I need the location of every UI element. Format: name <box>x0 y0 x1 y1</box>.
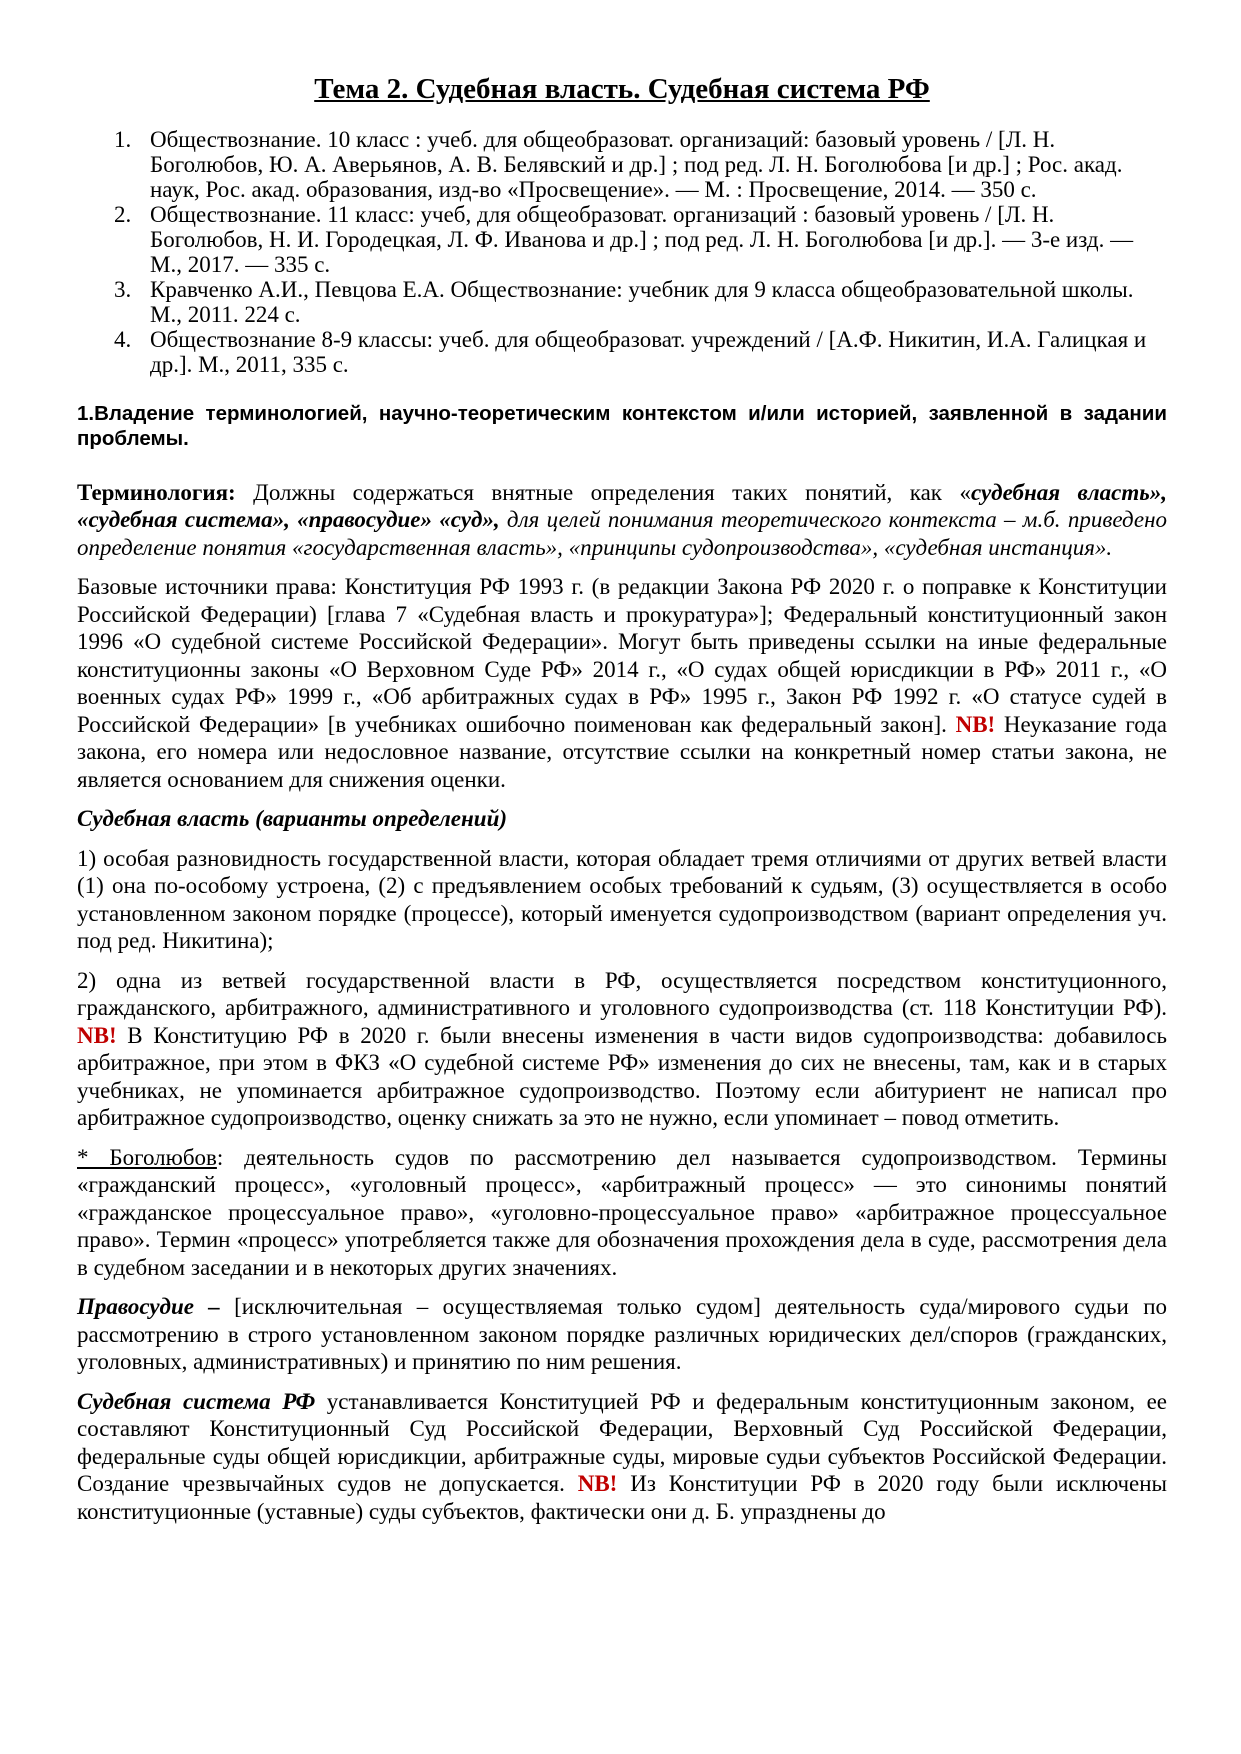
list-item-text: Кравченко А.И., Певцова Е.А. Обществознание: учебник для 9 класса общеобразовательной школы. М., 2011. 224 с. <box>150 276 1134 327</box>
list-item <box>77 202 1167 277</box>
section-heading: 1.Владение терминологией, научно-теоретическим контекстом и/или историей, заявленной в задании проблемы. <box>77 401 1167 450</box>
bogolyubov-paragraph <box>77 1144 1167 1282</box>
list-number: 4. <box>114 326 132 352</box>
nb-mark: NB! <box>955 711 996 737</box>
reference-list <box>77 127 1167 377</box>
list-item <box>77 127 1167 202</box>
list-number: 2. <box>114 201 132 227</box>
justice-label: Правосудие – <box>77 1294 220 1320</box>
subsection-heading: Судебная власть (варианты определений) <box>77 806 508 832</box>
nb-mark: NB! <box>577 1471 618 1497</box>
definition-2-text-2: В Конституцию РФ в 2020 г. были внесены изменения в части видов судопроизводства: добавилось арбитражное, при этом в ФКЗ «О судебной системе РФ» изменения до сих не внесены, там, как и в старых учебниках, не упоминается арбитражное судопроизводство. Поэтому если абитуриент не написал про арбитражное судопроизводство, оценку снижать за это не нужно, если упоминает – повод отметить. <box>77 1022 1167 1131</box>
terminology-terms: судебная власть», «судебная система», «правосудие» «суд», <box>77 479 1167 533</box>
judicial-system-text-2: Из Конституции РФ в 2020 году были исключены конституционные (уставные) суды субъектов, фактически они д. Б. упразднены до <box>77 1471 1167 1524</box>
sources-text: Базовые источники права: Конституция РФ 1993 г. (в редакции Закона РФ 2020 г. о поправке к Конституции Российской Федерации) [глава 7 «Судебная власть и прокуратура»]; Федеральный конституционный закон 1996 «О судебной системе Российской Федерации». Могут быть приведены ссылки на иные федеральные конституционны законы «О Верховном Суде РФ» 2014 г., «О судах общей юрисдикции в РФ» 2011 г., «О военных судах РФ» 1999 г., «Об арбитражных судах в РФ» 1995 г., Закон РФ 1992 г. «О статусе судей в Российской Федерации» [в учебниках ошибочно поименован как федеральный закон]. <box>77 574 1167 737</box>
bogolyubov-label: * Боголюбов <box>77 1144 217 1170</box>
judicial-system-paragraph <box>77 1388 1167 1526</box>
nb-mark: NB! <box>77 1022 117 1048</box>
sources-paragraph <box>77 573 1167 793</box>
list-number: 3. <box>114 276 132 302</box>
sources-text-2: Неуказание года закона, его номера или недословное название, отсутствие ссылки на конкретный номер статьи закона, не является основанием для снижения оценки. <box>77 711 1167 792</box>
list-item-text: Обществознание 8-9 классы: учеб. для общеобразоват. учреждений / [А.Ф. Никитин, И.А. Галицкая и др.]. М., 2011, 335 с. <box>150 326 1147 377</box>
list-item <box>77 327 1167 377</box>
list-item <box>77 277 1167 327</box>
justice-paragraph <box>77 1293 1167 1376</box>
terminology-note: для целей понимания теоретического контекста – м.б. приведено определение понятия «государственная власть», «принципы судопроизводства», «судебная инстанция». <box>77 507 1167 560</box>
list-number: 1. <box>114 126 132 152</box>
list-item-text: Обществознание. 11 класс: учеб, для общеобразоват. организаций : базовый уровень / [Л. Н. Боголюбов, Н. И. Городецкая, Л. Ф. Иванова и др.] ; под ред. Л. Н. Боголюбова [и др.]. — 3-е изд. — М., 2017. — 335 с. <box>150 201 1134 277</box>
judicial-system-text: устанавливается Конституцией РФ и федеральным конституционным законом, ее составляют Конституционный Суд Российской Федерации, Верховный Суд Российской Федерации, федеральные суды общей юрисдикции, арбитражные суды, мировые судьи субъектов Российской Федерации. Создание чрезвычайных судов не допускается. <box>77 1388 1167 1497</box>
judicial-system-label: Судебная система РФ <box>77 1388 316 1414</box>
terminology-label: Терминология: <box>77 479 236 505</box>
page-title: Тема 2. Судебная власть. Судебная система РФ <box>314 73 930 105</box>
definition-2 <box>77 967 1167 1132</box>
bogolyubov-text: : деятельность судов по рассмотрению дел называется судопроизводством. Термины «гражданский процесс», «уголовный процесс», «арбитражный процесс» — это синонимы понятий «гражданское процессуальное право», «уголовно-процессуальное право» «арбитражное процессуальное право». Термин «процесс» употребляется также для обозначения прохождения дела в суде, рассмотрения дела в судебном заседании и в некоторых других значениях. <box>77 1144 1167 1280</box>
definition-1: 1) особая разновидность государственной власти, которая обладает тремя отличиями от других ветвей власти (1) она по-особому устроена, (2) с предъявлением особых требований к судьям, (3) осуществляется в особо установленном законом порядке (процессе), который именуется судопроизводством (вариант определения уч. под ред. Никитина); <box>77 845 1167 954</box>
justice-text: [исключительная – осуществляемая только судом] деятельность суда/мирового судьи по рассмотрению в строго установленном законом порядке различных юридических дел/споров (гражданских, уголовных, административных) и принятию по ним решения. <box>77 1294 1167 1375</box>
document-page <box>77 72 1167 1537</box>
terminology-paragraph <box>77 479 1167 562</box>
list-item-text: Обществознание. 10 класс : учеб. для общеобразоват. организаций: базовый уровень / [Л. Н. Боголюбов, Ю. А. Аверьянов, А. В. Белявский и др.] ; под ред. Л. Н. Боголюбова [и др.] ; Рос. акад. наук, Рос. акад. образования, изд-во «Просвещение». — М. : Просвещение, 2014. — 350 с. <box>150 126 1123 202</box>
terminology-text: Должны содержаться внятные определения таких понятий, как « <box>235 479 971 505</box>
definition-2-text: 2) одна из ветвей государственной власти в РФ, осуществляется посредством конституционного, гражданского, арбитражного, административного и уголовного судопроизводства (ст. 118 Конституции РФ). <box>77 967 1167 1021</box>
